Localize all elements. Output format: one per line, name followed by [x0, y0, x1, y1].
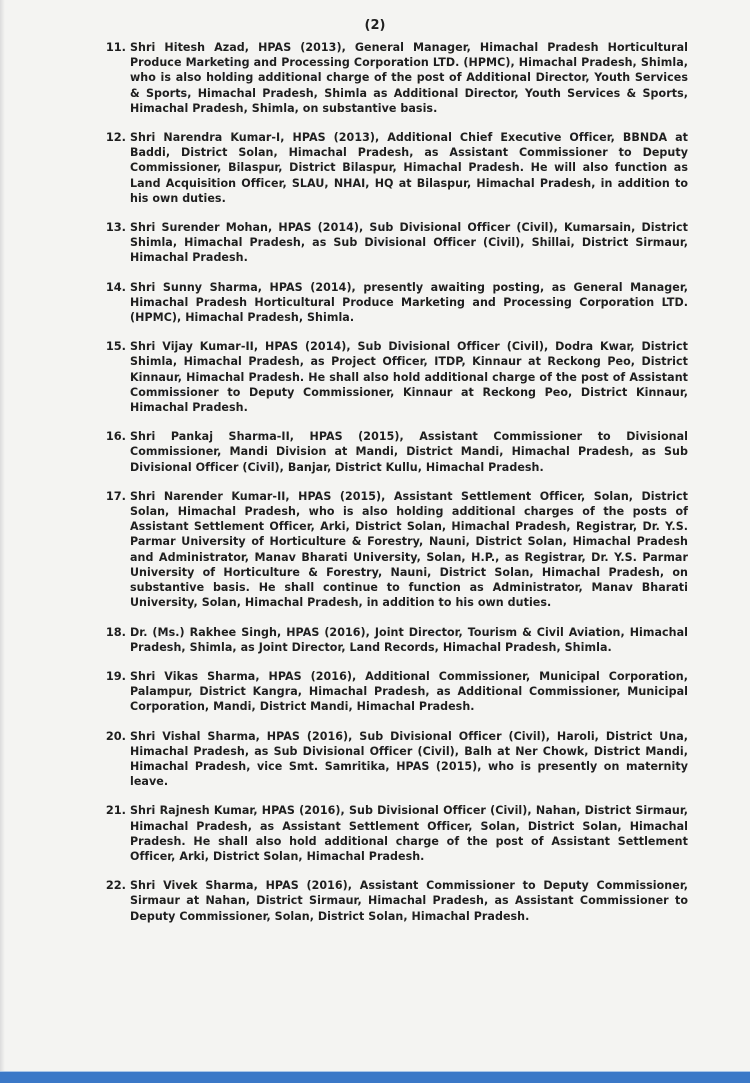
item-number: 14.	[105, 279, 126, 294]
list-item	[103, 489, 688, 611]
list-item	[103, 729, 688, 790]
bottom-bar	[0, 1072, 750, 1083]
item-number: 13.	[105, 220, 126, 235]
item-text: Dr. (Ms.) Rakhee Singh, HPAS (2016), Joint Director, Tourism & Civil Aviation, Himachal Pradesh, Shimla, as Joint Director, Land Records, Himachal Pradesh, Shimla.	[130, 625, 688, 654]
item-number: 21.	[105, 803, 126, 818]
transfer-order-list	[103, 40, 688, 938]
item-text: Shri Pankaj Sharma-II, HPAS (2015), Assistant Commissioner to Divisional Commissioner, Mandi Division at Mandi, District Mandi, Himachal Pradesh, as Sub Divisional Officer (Civil), Banjar, District Kullu, Himachal Pradesh.	[130, 430, 688, 474]
list-item	[103, 429, 688, 475]
item-number: 17.	[105, 488, 126, 503]
page-number: (2)	[364, 18, 386, 33]
item-number: 19.	[105, 668, 126, 683]
item-text: Shri Rajnesh Kumar, HPAS (2016), Sub Divisional Officer (Civil), Nahan, District Sirmaur, Himachal Pradesh, as Assistant Settlement Officer, Solan, District Solan, Himachal Pradesh. He shall also hold additional charge of the post of Assistant Settlement Officer, Arki, District Solan, Himachal Pradesh.	[130, 804, 688, 863]
item-number: 22.	[105, 878, 126, 893]
item-number: 11.	[105, 40, 126, 54]
list-item	[103, 669, 688, 715]
item-text: Shri Vikas Sharma, HPAS (2016), Additional Commissioner, Municipal Corporation, Palampur, District Kangra, Himachal Pradesh, as Additional Commissioner, Municipal Corporation, Mandi, District Mandi, Himachal Pradesh.	[130, 669, 688, 714]
item-number: 20.	[105, 728, 126, 743]
item-text: Shri Narender Kumar-II, HPAS (2015), Assistant Settlement Officer, Solan, District Solan, Himachal Pradesh, who is also holding additional charges of the posts of Assistant Settlement Officer, Arki, District Solan, Himachal Pradesh, Registrar, Dr. Y.S. Parmar University of Horticulture & Forestry, Nauni, District Solan, Himachal Pradesh and Administrator, Manav Bharati University, Solan, H.P., as Registrar, Dr. Y.S. Parmar University of Horticulture & Forestry, Nauni, District Solan, Himachal Pradesh, on substantive basis. He shall continue to function as Administrator, Manav Bharati University, Solan, Himachal Pradesh, in addition to his own duties.	[130, 489, 688, 610]
item-text: Shri Vishal Sharma, HPAS (2016), Sub Divisional Officer (Civil), Haroli, District Una, Himachal Pradesh, as Sub Divisional Officer (Civil), Balh at Ner Chowk, District Mandi, Himachal Pradesh, vice Smt. Samritika, HPAS (2015), who is presently on maternity leave.	[130, 729, 688, 789]
item-text: Shri Surender Mohan, HPAS (2014), Sub Divisional Officer (Civil), Kumarsain, District Shimla, Himachal Pradesh, as Sub Divisional Officer (Civil), Shillai, District Sirmaur, Himachal Pradesh.	[130, 221, 688, 265]
item-text: Shri Narendra Kumar-I, HPAS (2013), Additional Chief Executive Officer, BBNDA at Baddi, District Solan, Himachal Pradesh, as Assistant Commissioner to Deputy Commissioner, Bilaspur, District Bilaspur, Himachal Pradesh. He will also function as Land Acquisition Officer, SLAU, NHAI, HQ at Bilaspur, Himachal Pradesh, in addition to his own duties.	[130, 131, 688, 205]
item-number: 15.	[105, 339, 126, 354]
scan-edge	[0, 0, 5, 1072]
list-item	[103, 803, 688, 864]
list-item	[103, 40, 688, 116]
item-text: Shri Vijay Kumar-II, HPAS (2014), Sub Divisional Officer (Civil), Dodra Kwar, District Shimla, Himachal Pradesh, as Project Officer, ITDP, Kinnaur at Reckong Peo, District Kinnaur, Himachal Pradesh. He shall also hold additional charge of the post of Assistant Commissioner to Deputy Commissioner, Kinnaur at Reckong Peo, District Kinnaur, Himachal Pradesh.	[130, 340, 688, 415]
item-text: Shri Vivek Sharma, HPAS (2016), Assistant Commissioner to Deputy Commissioner, Sirmaur at Nahan, District Sirmaur, Himachal Pradesh, as Assistant Commissioner to Deputy Commissioner, Solan, District Solan, Himachal Pradesh.	[130, 879, 688, 923]
list-item	[103, 280, 688, 326]
item-number: 16.	[105, 429, 126, 444]
item-text: Shri Hitesh Azad, HPAS (2013), General Manager, Himachal Pradesh Horticultural Produce Marketing and Processing Corporation LTD. (HPMC), Himachal Pradesh, Shimla, who is also holding additional charge of the post of Additional Director, Youth Services & Sports, Himachal Pradesh, Shimla as Additional Director, Youth Services & Sports, Himachal Pradesh, Shimla, on substantive basis.	[130, 41, 688, 115]
list-item	[103, 220, 688, 266]
list-item	[103, 625, 688, 655]
list-item	[103, 878, 688, 924]
item-number: 18.	[105, 624, 126, 639]
list-item	[103, 130, 688, 206]
item-number: 12.	[105, 130, 126, 145]
list-item	[103, 339, 688, 415]
item-text: Shri Sunny Sharma, HPAS (2014), presently awaiting posting, as General Manager, Himachal Pradesh Horticultural Produce Marketing and Processing Corporation LTD. (HPMC), Himachal Pradesh, Shimla.	[130, 280, 688, 325]
